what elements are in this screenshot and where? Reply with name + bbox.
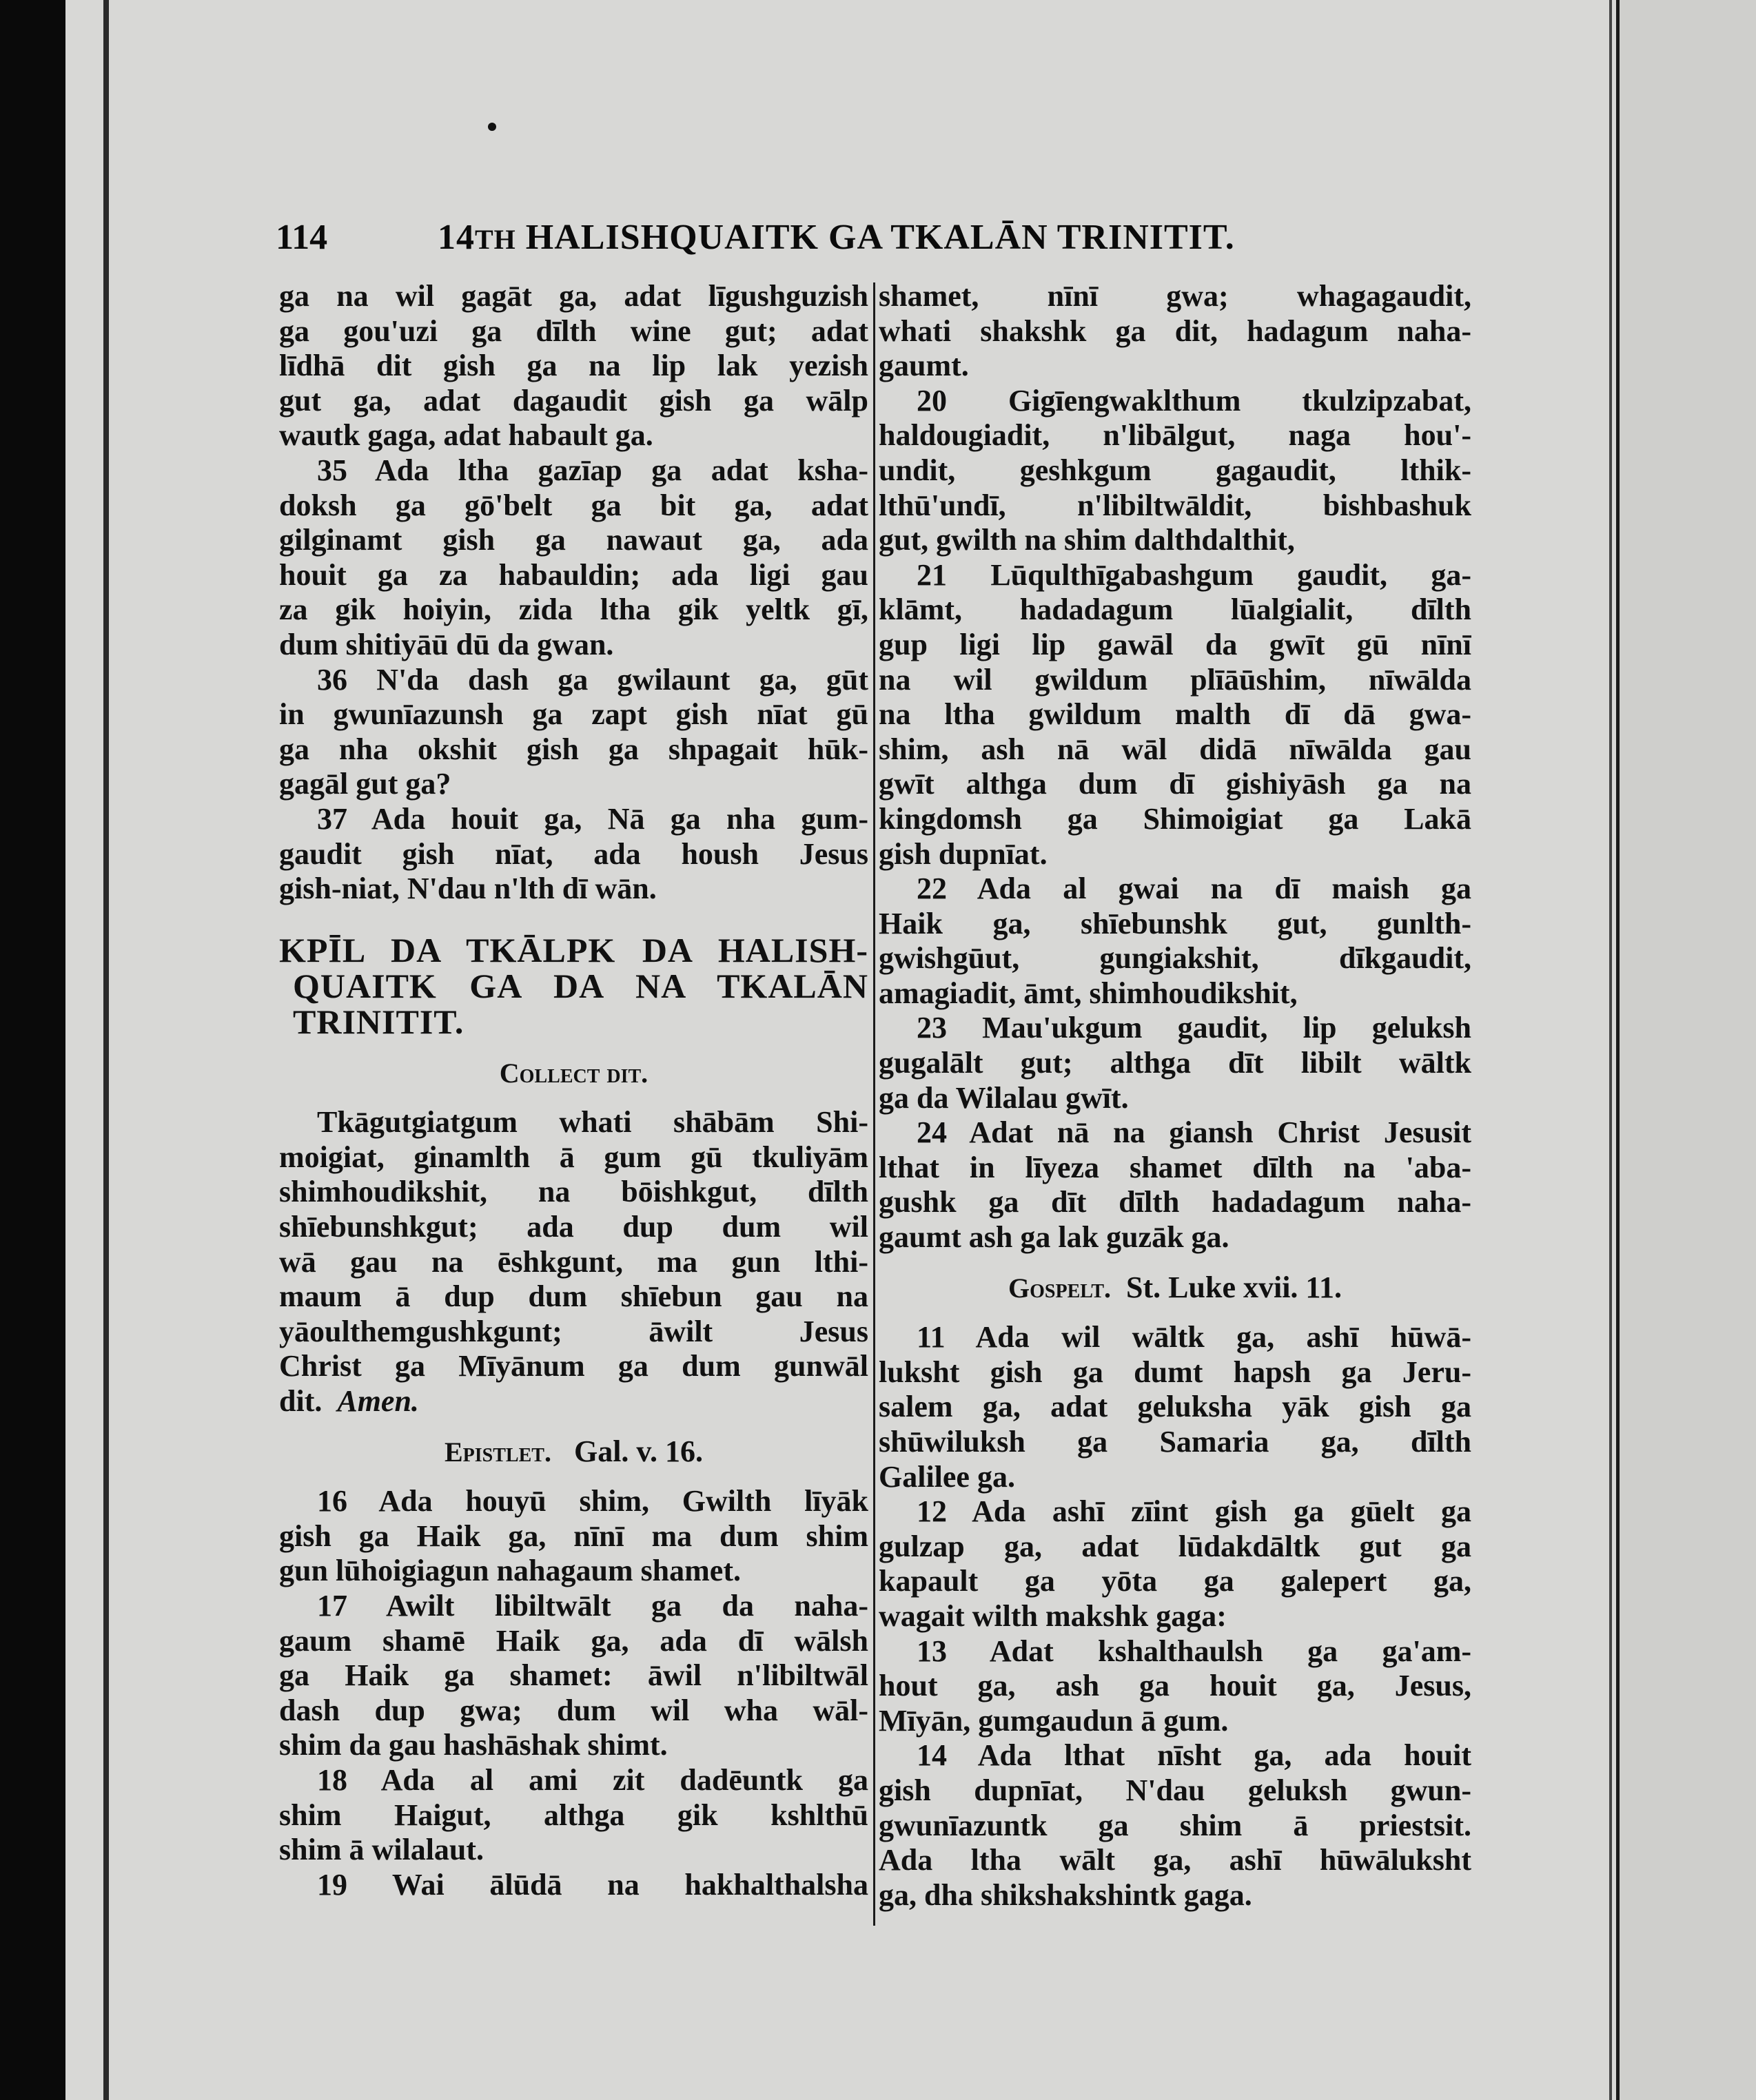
text-line: maum ā dup dum shīebun gau na bbox=[279, 1279, 868, 1314]
running-header bbox=[276, 210, 1351, 258]
text-line: houit ga za habauldin; ada ligi gau bbox=[279, 557, 868, 592]
text-line: 22 Ada al gwai na dī maish ga bbox=[917, 872, 1471, 906]
text-line: gushk ga dīt dīlth hadadagum naha- bbox=[879, 1185, 1471, 1219]
text-line: 18 Ada al ami zit dadēuntk ga bbox=[317, 1762, 868, 1797]
gospel-text bbox=[879, 1320, 1471, 1913]
text-line: gilginamt gish ga nawaut ga, ada bbox=[279, 523, 868, 557]
gospel-continuation bbox=[279, 279, 868, 907]
text-line: kingdomsh ga Shimoigiat ga Lakā bbox=[879, 801, 1471, 836]
text-line: hout ga, ash ga houit ga, Jesus, bbox=[879, 1669, 1471, 1703]
text-line: līdhā dit gish ga na lip lak yezish bbox=[279, 349, 868, 383]
text-line: undit, geshkgum gagaudit, lthik- bbox=[879, 453, 1471, 487]
text-line: 16 Ada houyū shim, Gwilth līyāk bbox=[317, 1484, 868, 1519]
text-line: 17 Awilt libiltwālt ga da naha- bbox=[317, 1589, 868, 1623]
text-line: haldougiadit, n'libālgut, naga hou'- bbox=[879, 418, 1471, 453]
text-line: lthū'undī, n'libiltwāldit, bishbashuk bbox=[879, 488, 1471, 522]
text-line: yāoulthemgushkgunt; āwilt Jesus bbox=[279, 1314, 868, 1348]
text-line: ga, dha shikshakshintk gaga. bbox=[879, 1877, 1252, 1912]
text-line: gagāl gut ga? bbox=[279, 767, 451, 801]
text-line: gut ga, adat dagaudit gish ga wālp bbox=[279, 383, 868, 418]
text-line: shūwiluksh ga Samaria ga, dīlth bbox=[879, 1425, 1471, 1459]
text-line: dum shitiyāū dū da gwan. bbox=[279, 627, 614, 661]
text-line: 13 Adat kshalthaulsh ga ga'am- bbox=[917, 1634, 1471, 1668]
text-line: klāmt, hadadagum lūalgialit, dīlth bbox=[879, 593, 1471, 627]
running-head: 14TH HALISHQUAITK GA TKALĀN TRINITIT. bbox=[438, 218, 1235, 257]
text-line: gish dupnīat. bbox=[879, 836, 1048, 871]
epistle-heading: Epistlet. Gal. v. 16. bbox=[445, 1434, 703, 1468]
text-line: gun lūhoigiagun nahagaum shamet. bbox=[279, 1554, 741, 1588]
text-line: 36 N'da dash ga gwilaunt ga, gūt bbox=[317, 662, 868, 697]
text-line: na ltha gwildum malth dī dā gwa- bbox=[879, 697, 1471, 732]
text-line: 23 Mau'ukgum gaudit, lip geluksh bbox=[917, 1011, 1471, 1045]
text-line: Mīyān, gumgaudun ā gum. bbox=[879, 1703, 1229, 1738]
text-line: 21 Lūqulthīgabashgum gaudit, ga- bbox=[917, 557, 1471, 592]
page-edge-line bbox=[1609, 0, 1612, 2100]
right-column bbox=[879, 279, 1471, 1913]
text-line: gut, gwilth na shim dalthdalthit, bbox=[879, 523, 1295, 557]
text-line: 37 Ada houit ga, Nā ga nha gum- bbox=[317, 801, 868, 836]
text-line: ga gou'uzi ga dīlth wine gut; adat bbox=[279, 313, 868, 348]
text-line: 14 Ada lthat nīsht ga, ada houit bbox=[917, 1738, 1471, 1773]
text-line: gish dupnīat, N'dau geluksh gwun- bbox=[879, 1773, 1471, 1807]
epistle-continuation bbox=[879, 279, 1471, 1255]
text-line: shamet, nīnī gwa; whagagaudit, bbox=[879, 279, 1471, 313]
text-line: wā gau na ēshkgunt, ma gun lthi- bbox=[279, 1244, 868, 1279]
text-line: gaum shamē Haik ga, ada dī wālsh bbox=[279, 1623, 868, 1658]
text-line: kapault ga yōta ga galepert ga, bbox=[879, 1564, 1471, 1598]
text-line: in gwunīazunsh ga zapt gish nīat gū bbox=[279, 697, 868, 732]
text-line: moigiat, ginamlth ā gum gū tkuliyām bbox=[279, 1140, 868, 1174]
text-line: shim ā wilalaut. bbox=[279, 1833, 484, 1867]
text-line: shim, ash nā wāl didā nīwālda gau bbox=[879, 732, 1471, 766]
text-line: doksh ga gō'belt ga bit ga, adat bbox=[279, 488, 868, 522]
section-title-line: QUAITK GA DA NA TKALĀN bbox=[293, 968, 868, 1005]
collect-heading: Collect dit. bbox=[499, 1057, 649, 1089]
text-line: gwīt althga dum dī gishiyāsh ga na bbox=[879, 767, 1471, 801]
text-line: gaumt. bbox=[879, 349, 969, 383]
text-line: amagiadit, āmt, shimhoudikshit, bbox=[879, 976, 1298, 1010]
text-line: Haik ga, shīebunshk gut, gunlth- bbox=[879, 906, 1471, 940]
text-line: Galilee ga. bbox=[879, 1459, 1015, 1494]
text-line: gugalālt gut; althga dīt libilt wāltk bbox=[879, 1046, 1471, 1080]
text-line: 20 Gigīengwaklthum tkulzipzabat, bbox=[917, 383, 1471, 418]
text-line: wautk gaga, adat habault ga. bbox=[279, 418, 653, 453]
text-line: gwunīazuntk ga shim ā priestsit. bbox=[879, 1808, 1471, 1842]
text-line: 35 Ada ltha gazīap ga adat ksha- bbox=[317, 453, 868, 487]
column-divider bbox=[873, 282, 875, 1926]
text-line: 24 Adat nā na giansh Christ Jesusit bbox=[917, 1115, 1471, 1150]
text-line: gish ga Haik ga, nīnī ma dum shim bbox=[279, 1519, 868, 1553]
text-line: ga da Wilalau gwīt. bbox=[879, 1080, 1129, 1115]
collect-last-line: dit. Amen. bbox=[279, 1384, 419, 1419]
section-title-line: KPĪL DA TKĀLPK DA HALISH- bbox=[279, 932, 868, 969]
epistle-text bbox=[279, 1484, 868, 1902]
text-line: gish-niat, N'dau n'lth dī wān. bbox=[279, 872, 657, 906]
text-line: 12 Ada ashī zīint gish ga gūelt ga bbox=[917, 1494, 1471, 1529]
text-line: Ada ltha wālt ga, ashī hūwāluksht bbox=[879, 1843, 1471, 1877]
text-line: 11 Ada wil wāltk ga, ashī hūwā- bbox=[917, 1320, 1471, 1355]
text-line: gwishgūut, gungiakshit, dīkgaudit, bbox=[879, 941, 1471, 976]
next-page-edge bbox=[1616, 0, 1756, 2100]
text-line: ga na wil gagāt ga, adat līgushguzish bbox=[279, 279, 868, 313]
ink-speck bbox=[488, 123, 496, 131]
text-line: Tkāgutgiatgum whati shābām Shi- bbox=[317, 1105, 868, 1140]
collect-text bbox=[279, 1105, 868, 1384]
text-line: Christ ga Mīyānum ga dum gunwāl bbox=[279, 1349, 868, 1383]
text-line: ga Haik ga shamet: āwil n'libiltwāl bbox=[279, 1658, 868, 1693]
text-line: za gik hoiyin, zida ltha gik yeltk gī, bbox=[279, 593, 868, 627]
page-number: 114 bbox=[276, 218, 328, 257]
text-line: gulzap ga, adat lūdakdāltk gut ga bbox=[879, 1529, 1471, 1563]
text-line: 19 Wai ālūdā na hakhalthalsha bbox=[317, 1867, 868, 1902]
text-line: wagait wilth makshk gaga: bbox=[879, 1598, 1227, 1633]
text-line: salem ga, adat geluksha yāk gish ga bbox=[879, 1390, 1471, 1424]
text-line: gaudit gish nīat, ada housh Jesus bbox=[279, 836, 868, 871]
text-line: shim da gau hashāshak shimt. bbox=[279, 1728, 668, 1762]
section-title bbox=[279, 933, 868, 1040]
text-line: shim Haigut, althga gik kshlthū bbox=[279, 1798, 868, 1832]
page-gutter-shadow bbox=[103, 0, 109, 2100]
text-line: gaumt ash ga lak guzāk ga. bbox=[879, 1220, 1229, 1255]
text-line: shimhoudikshit, na bōishkgut, dīlth bbox=[279, 1175, 868, 1209]
text-line: shīebunshkgut; ada dup dum wil bbox=[279, 1210, 868, 1244]
text-line: ga nha okshit gish ga shpagait hūk- bbox=[279, 732, 868, 766]
text-line: dash dup gwa; dum wil wha wāl- bbox=[279, 1693, 868, 1727]
text-line: lthat in līyeza shamet dīlth na 'aba- bbox=[879, 1150, 1471, 1184]
text-line: luksht gish ga dumt hapsh ga Jeru- bbox=[879, 1355, 1471, 1389]
text-line: na wil gwildum plīāūshim, nīwālda bbox=[879, 662, 1471, 697]
left-column bbox=[279, 279, 868, 1902]
text-line: whati shakshk ga dit, hadagum naha- bbox=[879, 313, 1471, 348]
text-line: gup ligi lip gawāl da gwīt gū nīnī bbox=[879, 627, 1471, 661]
gospel-heading: Gospelt. St. Luke xvii. 11. bbox=[1008, 1270, 1342, 1304]
section-title-line: TRINITIT. bbox=[293, 1004, 464, 1040]
